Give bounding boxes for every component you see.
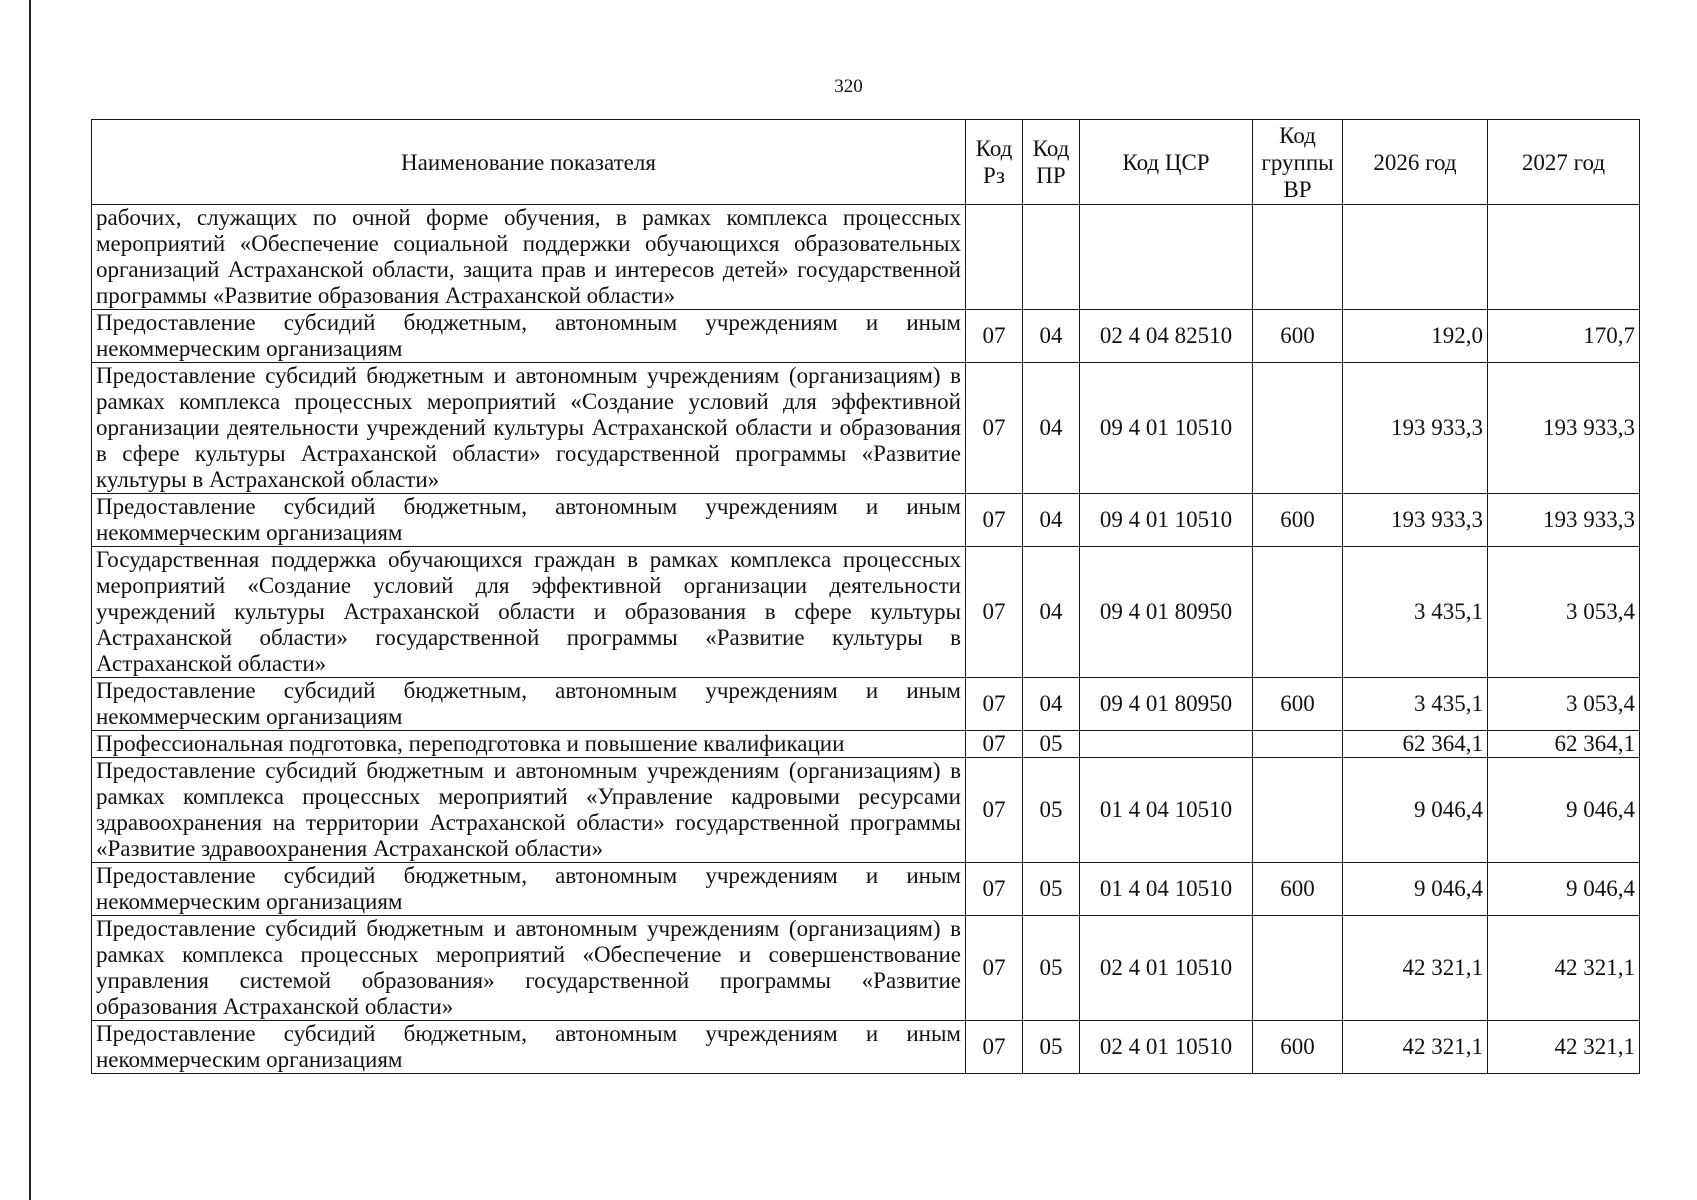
cell-vr: 600 — [1253, 494, 1343, 547]
table-row — [92, 916, 1640, 1021]
cell-2026: 3 435,1 — [1343, 678, 1488, 731]
cell-rz: 07 — [966, 916, 1023, 1021]
table-row — [92, 310, 1640, 363]
cell-csr: 02 4 01 10510 — [1080, 1021, 1253, 1074]
cell-rz: 07 — [966, 494, 1023, 547]
cell-2027 — [1488, 205, 1640, 310]
table-row — [92, 863, 1640, 916]
cell-2026: 193 933,3 — [1343, 363, 1488, 494]
cell-csr: 01 4 04 10510 — [1080, 863, 1253, 916]
cell-name: Предоставление субсидий бюджетным, автономным учреждениям и иным некоммерческим организациям — [92, 1021, 966, 1074]
cell-csr — [1080, 731, 1253, 758]
cell-pr: 04 — [1023, 547, 1080, 678]
cell-rz: 07 — [966, 678, 1023, 731]
cell-rz: 07 — [966, 758, 1023, 863]
cell-name: Предоставление субсидий бюджетным и автономным учреждениям (организациям) в рамках комплекса процессных мероприятий «Создание условий для эффективной организации деятельности учреждений культуры Астраханской области и образования в сфере культуры Астраханской области» государственной программы «Развитие культуры в Астраханской области» — [92, 363, 966, 494]
cell-2026: 42 321,1 — [1343, 916, 1488, 1021]
table-body — [92, 205, 1640, 1074]
cell-2026: 42 321,1 — [1343, 1021, 1488, 1074]
cell-csr: 02 4 01 10510 — [1080, 916, 1253, 1021]
cell-2026: 3 435,1 — [1343, 547, 1488, 678]
cell-2027: 193 933,3 — [1488, 363, 1640, 494]
cell-vr — [1253, 758, 1343, 863]
cell-2026: 9 046,4 — [1343, 758, 1488, 863]
cell-2027: 62 364,1 — [1488, 731, 1640, 758]
cell-pr: 05 — [1023, 863, 1080, 916]
header-2027: 2027 год — [1488, 120, 1640, 205]
cell-name: Предоставление субсидий бюджетным, автономным учреждениям и иным некоммерческим организациям — [92, 863, 966, 916]
table-row — [92, 363, 1640, 494]
page-number: 320 — [834, 76, 863, 97]
table-row — [92, 731, 1640, 758]
table-row — [92, 758, 1640, 863]
cell-csr: 09 4 01 80950 — [1080, 678, 1253, 731]
cell-vr: 600 — [1253, 1021, 1343, 1074]
table-row — [92, 678, 1640, 731]
cell-pr: 05 — [1023, 758, 1080, 863]
cell-vr — [1253, 363, 1343, 494]
table-row — [92, 1021, 1640, 1074]
cell-name: Предоставление субсидий бюджетным, автономным учреждениям и иным некоммерческим организациям — [92, 494, 966, 547]
cell-name: Профессиональная подготовка, переподготовка и повышение квалификации — [92, 731, 966, 758]
cell-vr — [1253, 205, 1343, 310]
cell-2027: 193 933,3 — [1488, 494, 1640, 547]
cell-2026: 62 364,1 — [1343, 731, 1488, 758]
cell-pr: 05 — [1023, 1021, 1080, 1074]
cell-2027: 3 053,4 — [1488, 547, 1640, 678]
header-csr: Код ЦСР — [1080, 120, 1253, 205]
cell-name: Предоставление субсидий бюджетным и автономным учреждениям (организациям) в рамках комплекса процессных мероприятий «Управление кадровыми ресурсами здравоохранения на территории Астраханской области» государственной программы «Развитие здравоохранения Астраханской области» — [92, 758, 966, 863]
cell-rz: 07 — [966, 547, 1023, 678]
cell-2026 — [1343, 205, 1488, 310]
cell-csr — [1080, 205, 1253, 310]
cell-rz — [966, 205, 1023, 310]
table-row — [92, 205, 1640, 310]
table-row — [92, 494, 1640, 547]
cell-rz: 07 — [966, 1021, 1023, 1074]
cell-2027: 170,7 — [1488, 310, 1640, 363]
cell-name: Предоставление субсидий бюджетным и автономным учреждениям (организациям) в рамках комплекса процессных мероприятий «Обеспечение и совершенствование управления системой образования» государственной программы «Развитие образования Астраханской области» — [92, 916, 966, 1021]
cell-2026: 9 046,4 — [1343, 863, 1488, 916]
cell-name: Предоставление субсидий бюджетным, автономным учреждениям и иным некоммерческим организациям — [92, 310, 966, 363]
page-edge-rule — [29, 0, 31, 1200]
header-rz: Код Рз — [966, 120, 1023, 205]
cell-name: рабочих, служащих по очной форме обучения, в рамках комплекса процессных мероприятий «Обеспечение социальной поддержки обучающихся образовательных организаций Астраханской области, защита прав и интересов детей» государственной программы «Развитие образования Астраханской области» — [92, 205, 966, 310]
cell-2027: 42 321,1 — [1488, 916, 1640, 1021]
cell-pr: 04 — [1023, 310, 1080, 363]
cell-vr — [1253, 731, 1343, 758]
cell-2026: 192,0 — [1343, 310, 1488, 363]
cell-2027: 42 321,1 — [1488, 1021, 1640, 1074]
cell-vr: 600 — [1253, 310, 1343, 363]
cell-vr: 600 — [1253, 863, 1343, 916]
cell-name: Государственная поддержка обучающихся граждан в рамках комплекса процессных мероприятий «Создание условий для эффективной организации деятельности учреждений культуры Астраханской области и образования в сфере культуры Астраханской области» государственной программы «Развитие культуры в Астраханской области» — [92, 547, 966, 678]
cell-vr: 600 — [1253, 678, 1343, 731]
table-row — [92, 547, 1640, 678]
cell-csr: 09 4 01 80950 — [1080, 547, 1253, 678]
cell-pr: 05 — [1023, 731, 1080, 758]
table-header-row — [92, 120, 1640, 205]
cell-rz: 07 — [966, 863, 1023, 916]
cell-rz: 07 — [966, 363, 1023, 494]
cell-name: Предоставление субсидий бюджетным, автономным учреждениям и иным некоммерческим организациям — [92, 678, 966, 731]
budget-table — [91, 119, 1640, 1074]
cell-2027: 9 046,4 — [1488, 863, 1640, 916]
cell-rz: 07 — [966, 731, 1023, 758]
header-2026: 2026 год — [1343, 120, 1488, 205]
cell-2027: 3 053,4 — [1488, 678, 1640, 731]
cell-pr: 04 — [1023, 494, 1080, 547]
cell-pr — [1023, 205, 1080, 310]
cell-csr: 09 4 01 10510 — [1080, 363, 1253, 494]
cell-rz: 07 — [966, 310, 1023, 363]
cell-csr: 09 4 01 10510 — [1080, 494, 1253, 547]
cell-pr: 05 — [1023, 916, 1080, 1021]
cell-2026: 193 933,3 — [1343, 494, 1488, 547]
cell-pr: 04 — [1023, 678, 1080, 731]
cell-pr: 04 — [1023, 363, 1080, 494]
cell-csr: 02 4 04 82510 — [1080, 310, 1253, 363]
header-pr: Код ПР — [1023, 120, 1080, 205]
header-vr: Код группы ВР — [1253, 120, 1343, 205]
cell-vr — [1253, 916, 1343, 1021]
header-name: Наименование показателя — [92, 120, 966, 205]
cell-csr: 01 4 04 10510 — [1080, 758, 1253, 863]
cell-2027: 9 046,4 — [1488, 758, 1640, 863]
cell-vr — [1253, 547, 1343, 678]
